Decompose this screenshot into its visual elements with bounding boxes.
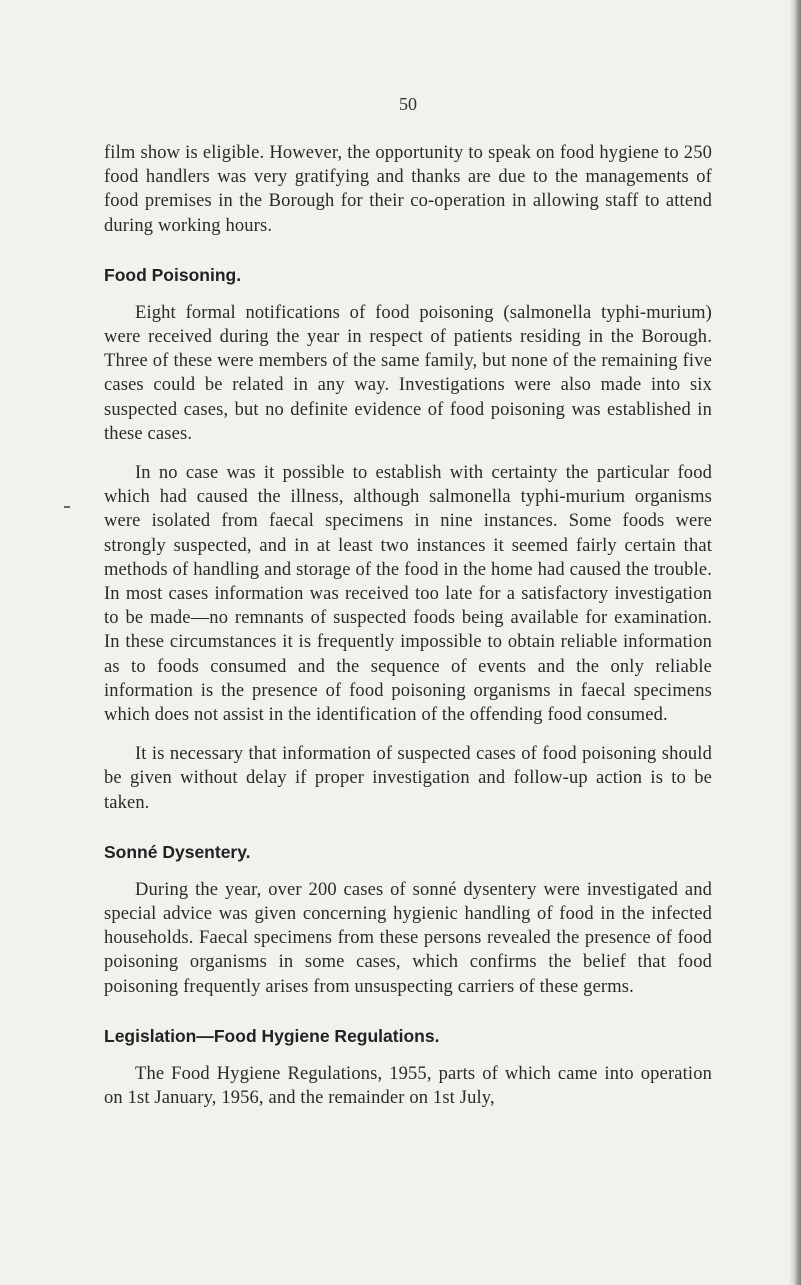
page-content <box>104 93 712 1110</box>
margin-mark <box>64 506 70 508</box>
heading-sonne-dysentery: Sonné Dysentery. <box>104 841 251 862</box>
paragraph-film-show: film show is eligible. However, the opportunity to speak on food hygiene to 250 food handlers was very gratifying and thanks are due to the managements of food premises in the Borough for their co-operation in allowing staff to attend during working hours. <box>104 143 712 236</box>
paragraph-dysentery: During the year, over 200 cases of sonné dysentery were investigated and special advice was given concerning hygienic handling of food in the infected households. Faecal specimens from these persons revealed the presence of food poisoning organisms in some cases, which confirms the belief that food poisoning frequently arises from unsuspecting carriers of these germs. <box>104 879 712 997</box>
heading-food-poisoning: Food Poisoning. <box>104 264 242 285</box>
paragraph-regulations: The Food Hygiene Regulations, 1955, parts of which came into operation on 1st January, 1956, and the remainder on 1st July, <box>104 1063 712 1109</box>
page-number: 50 <box>399 94 417 114</box>
paragraph-notifications: Eight formal notifications of food poisoning (salmonella typhi-murium) were received during the year in respect of patients residing in the Borough. Three of these were members of the same family, but none of the remaining five cases could be related in any way. Investigations were also made into six suspected cases, but no definite evidence of food poisoning was established in these cases. <box>104 302 712 444</box>
paragraph-investigation: In no case was it possible to establish with certainty the particular food which had caused the illness, although salmonella typhi-murium organisms were isolated from faecal specimens in nine instances. Some foods were strongly suspected, and in at least two instances it seemed fairly certain that methods of handling and storage of the food in the home had caused the trouble. In most cases information was received too late for a satisfactory investigation to be made—no remnants of suspected foods being available for examination. In these circumstances it is frequently impossible to obtain reliable information as to foods consumed and the sequence of events and the only reliable information is the presence of food poisoning organisms in faecal specimens which does not assist in the identification of the offending food consumed. <box>104 463 712 726</box>
page-edge-shadow <box>789 0 801 1285</box>
paragraph-necessary-info: It is necessary that information of suspected cases of food poisoning should be given without delay if proper investigation and follow-up action is to be taken. <box>104 744 712 813</box>
heading-legislation: Legislation—Food Hygiene Regulations. <box>104 1025 440 1046</box>
